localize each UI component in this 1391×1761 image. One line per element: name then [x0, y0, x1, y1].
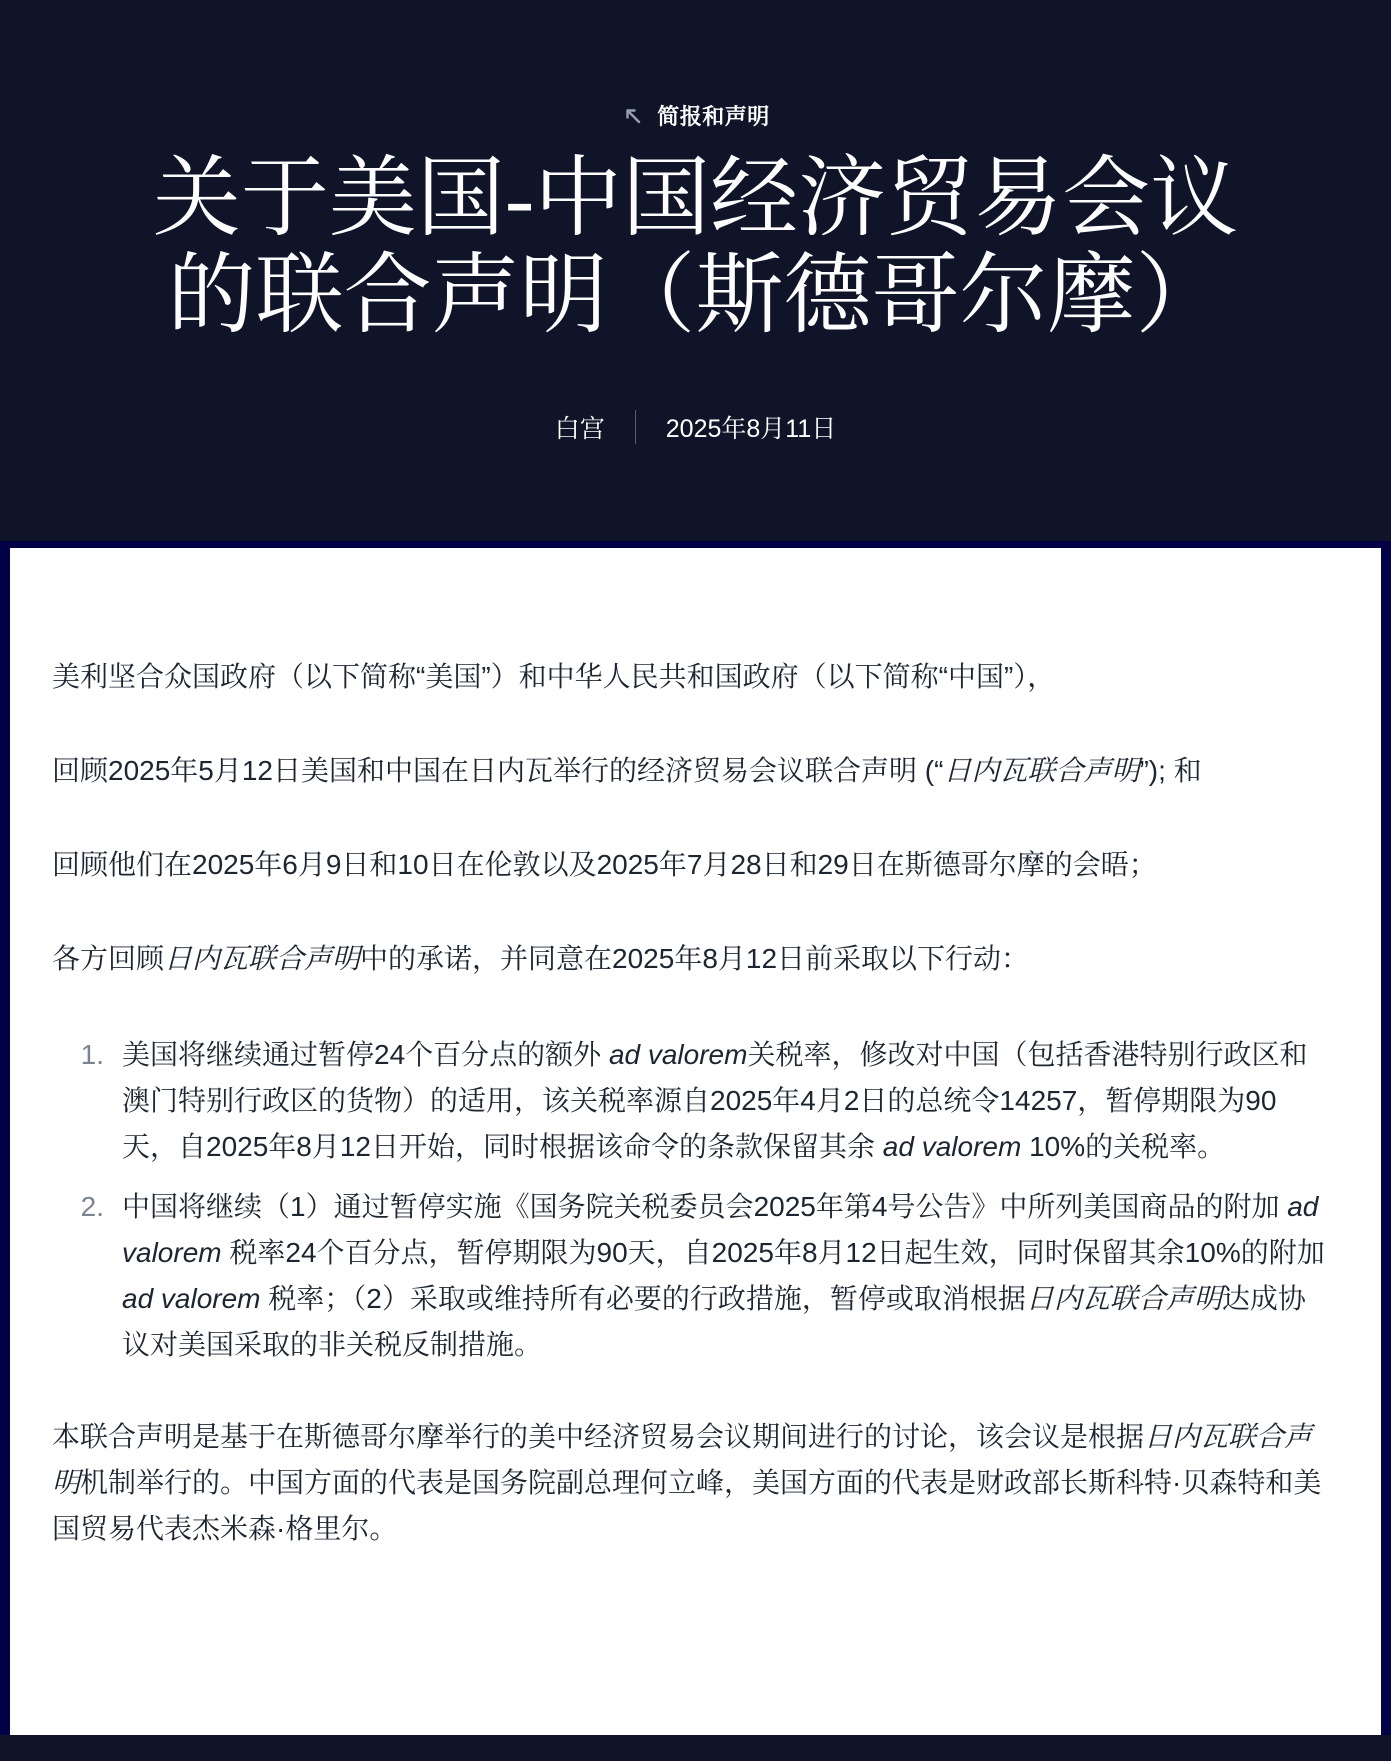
page-title	[96, 151, 1296, 345]
article-header	[0, 0, 1391, 541]
list-number: 1.	[80, 1039, 104, 1070]
page-title-line-2: 的联合声明（斯德哥尔摩）	[167, 247, 1224, 345]
breadcrumb-briefings-statements[interactable]	[621, 100, 770, 131]
list-number: 2.	[80, 1191, 104, 1222]
byline	[0, 409, 1391, 445]
paragraph-closing: 本联合声明是基于在斯德哥尔摩举行的美中经济贸易会议期间进行的讨论，该会议是根据日内瓦联合声明机制举行的。中国方面的代表是国务院副总理何立峰，美国方面的代表是财政部长斯科特·贝森特和美国贸易代表杰米森·格里尔。	[52, 1421, 1322, 1544]
arrow-up-left-icon	[621, 104, 645, 128]
page-title-line-1: 关于美国-中国经济贸易会议	[152, 150, 1239, 248]
paragraph-recall-geneva: 回顾2025年5月12日美国和中国在日内瓦举行的经济贸易会议联合声明 (“日内瓦联合声明”); 和	[52, 755, 1202, 786]
footer-strip	[0, 1735, 1391, 1761]
paragraph-preamble: 美利坚合众国政府（以下简称“美国”）和中华人民共和国政府（以下简称“中国”），	[52, 661, 1056, 692]
list-item-china-action	[52, 1184, 1331, 1368]
byline-source: 白宫	[554, 414, 605, 443]
list-item-us-action	[52, 1032, 1331, 1170]
paragraph-commitments: 各方回顾日内瓦联合声明中的承诺，并同意在2025年8月12日前采取以下行动：	[52, 943, 1030, 974]
byline-divider	[635, 410, 636, 444]
byline-date: 2025年8月11日	[665, 414, 837, 443]
list-item-text: 中国将继续（1）通过暂停实施《国务院关税委员会2025年第4号公告》中所列美国商品的附加 ad valorem 税率24个百分点，暂停期限为90天，自2025年8月12日起生效，同时保留其余10%的附加 ad valorem 税率；（2）采取或维持所有必要的行政措施，暂停或取消根据日内瓦联合声明达成协议对美国采取的非关税反制措施。	[122, 1191, 1325, 1360]
breadcrumb-label: 简报和声明	[657, 104, 770, 129]
article-body	[10, 548, 1381, 1735]
action-list	[52, 1032, 1331, 1368]
list-item-text: 美国将继续通过暂停24个百分点的额外 ad valorem关税率，修改对中国（包括香港特别行政区和澳门特别行政区的货物）的适用，该关税率源自2025年4月2日的总统令14257，暂停期限为90天，自2025年8月12日开始，同时根据该命令的条款保留其余 ad valorem 10%的关税率。	[122, 1039, 1308, 1162]
paragraph-recall-meetings: 回顾他们在2025年6月9日和10日在伦敦以及2025年7月28日和29日在斯德哥尔摩的会晤；	[52, 849, 1157, 880]
